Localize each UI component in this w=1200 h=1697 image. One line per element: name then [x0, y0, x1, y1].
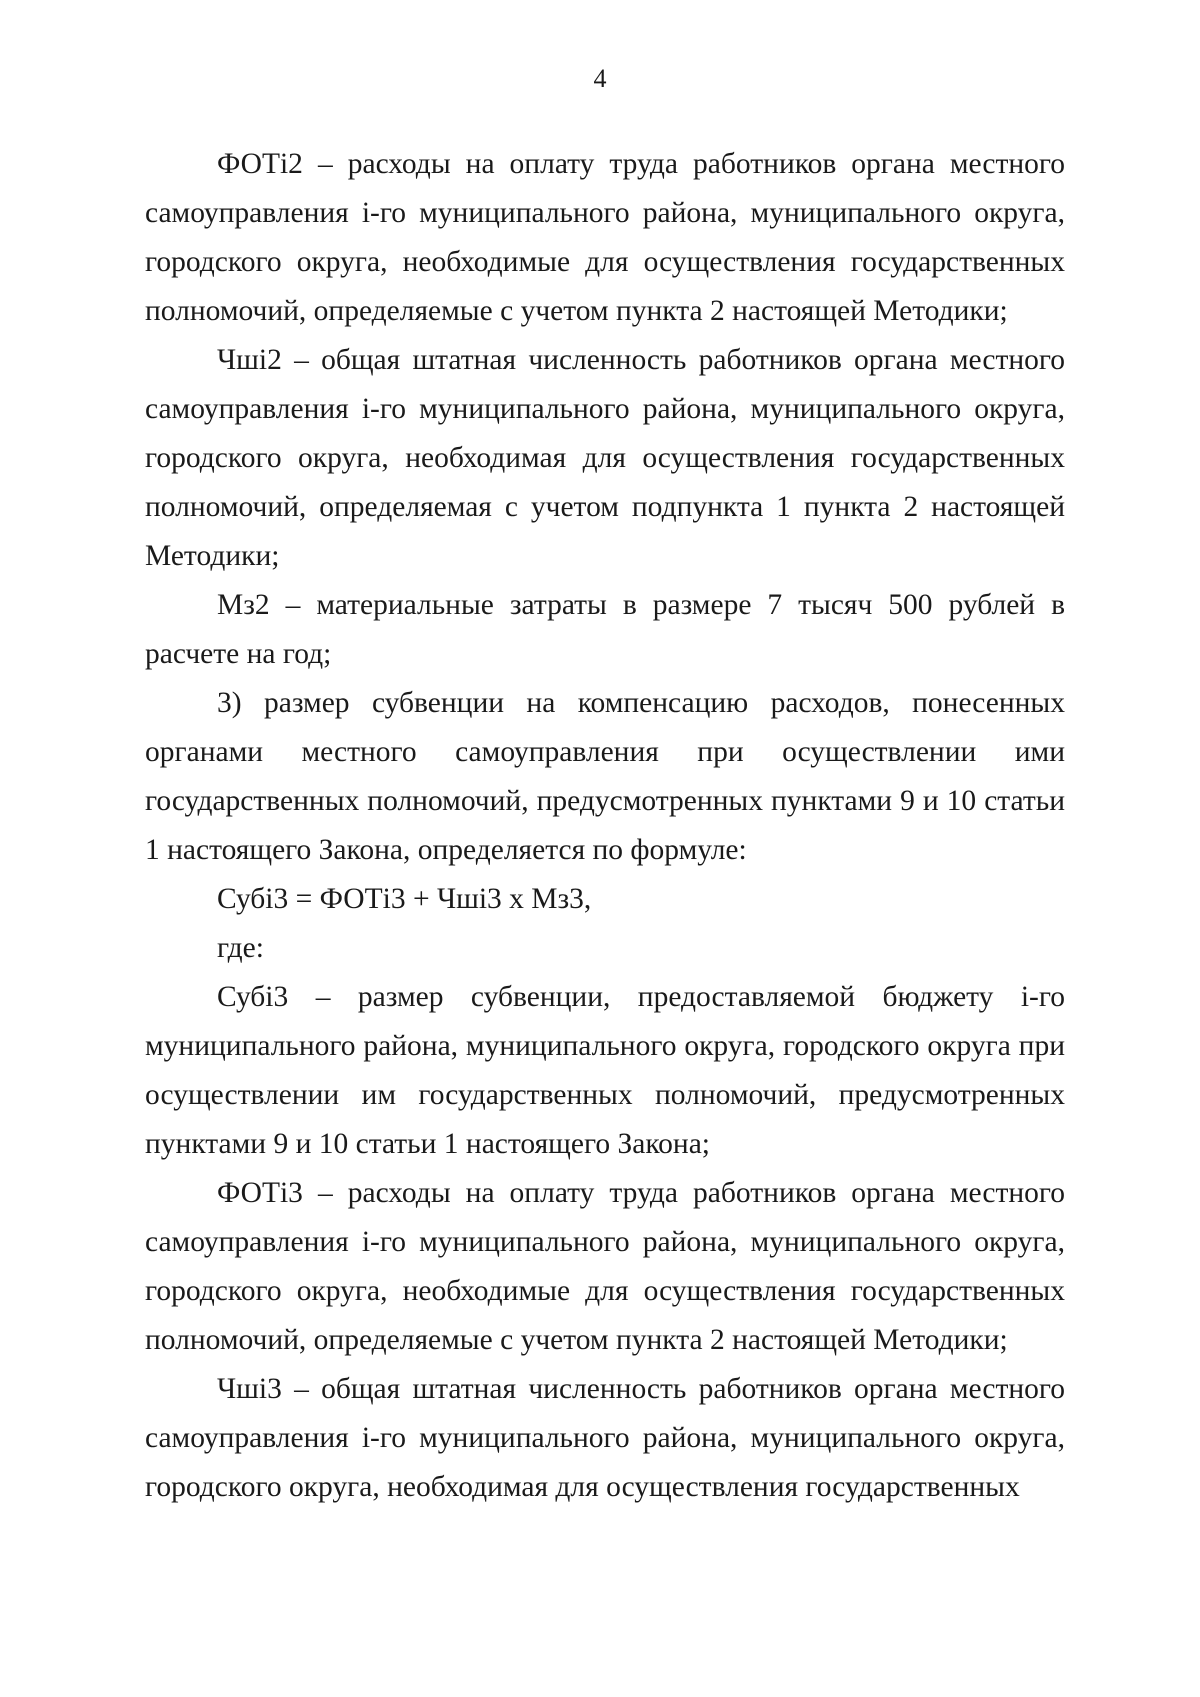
definition-mz2: Мз2 – материальные затраты в размере 7 тысяч 500 рублей в расчете на год; — [145, 589, 1065, 670]
definition-foti2: ФОТі2 – расходы на оплату труда работников органа местного самоуправления і-го муниципального района, муниципального округа, городского округа, необходимые для осуществления государственных полномочий, определяемые с учетом пункта 2 настоящей Методики; — [145, 148, 1065, 327]
definition-chshi2: Чші2 – общая штатная численность работников органа местного самоуправления і-го муниципального района, муниципального округа, городского округа, необходимая для осуществления государственных полномочий, определяемая с учетом подпункта 1 пункта 2 настоящей Методики; — [145, 344, 1065, 572]
definition-chshi3: Чші3 – общая штатная численность работников органа местного самоуправления і-го муниципального района, муниципального округа, городского округа, необходимая для осуществления государственных — [145, 1373, 1065, 1503]
page-number: 4 — [593, 64, 607, 93]
subvention-clause-3: 3) размер субвенции на компенсацию расходов, понесенных органами местного самоуправления при осуществлении ими государственных полномочий, предусмотренных пунктами 9 и 10 статьи 1 настоящего Закона, определяется по формуле: — [145, 687, 1065, 866]
definition-foti3: ФОТі3 – расходы на оплату труда работников органа местного самоуправления і-го муниципального района, муниципального округа, городского округа, необходимые для осуществления государственных полномочий, определяемые с учетом пункта 2 настоящей Методики; — [145, 1177, 1065, 1356]
formula-where-label: где: — [217, 932, 264, 964]
document-body — [145, 140, 1065, 1512]
formula-subi3: Субі3 = ФОТі3 + Чші3 х Мз3, — [217, 883, 592, 915]
definition-subi3: Субі3 – размер субвенции, предоставляемой бюджету і-го муниципального района, муниципального округа, городского округа при осуществлении им государственных полномочий, предусмотренных пунктами 9 и 10 статьи 1 настоящего Закона; — [145, 981, 1065, 1160]
